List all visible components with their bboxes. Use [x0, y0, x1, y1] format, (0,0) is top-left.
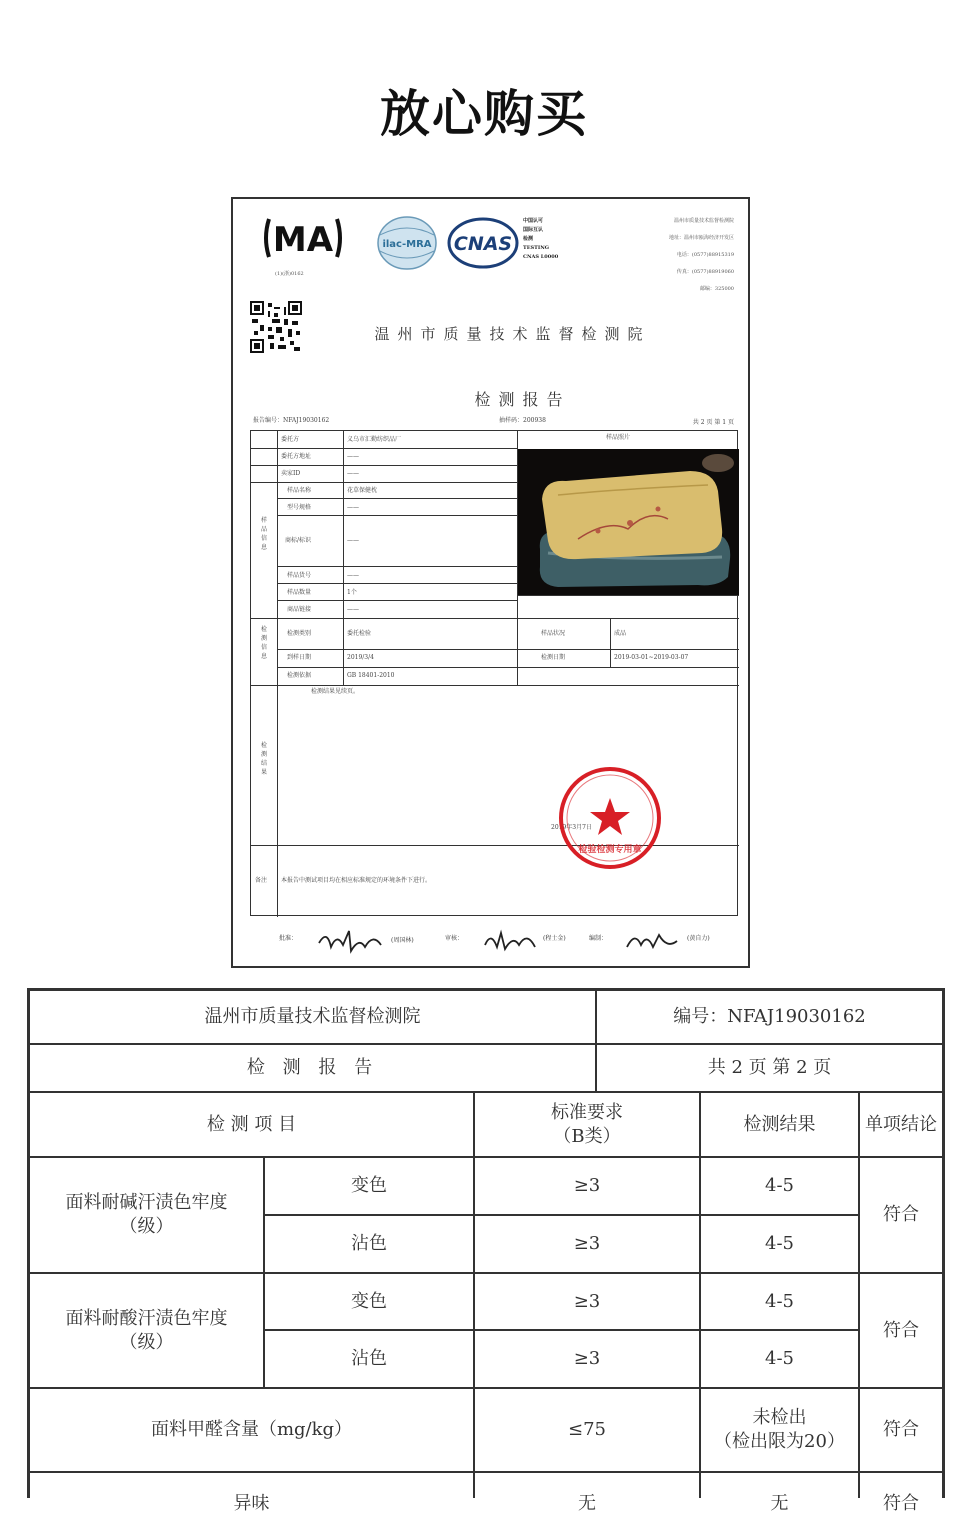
conclusion-cell: 符合 [883, 1419, 919, 1440]
table-report-number: 编号：NFAJ19030162 [673, 1006, 866, 1027]
ilac-mra-logo [376, 215, 438, 271]
table-cell: ≤75 [568, 1419, 606, 1440]
value-brand: —— [347, 537, 359, 544]
header-conclusion: 单项结论 [865, 1113, 937, 1135]
row-alkali-sweat-fastness: 面料耐碱汗渍色牢度 （级） [65, 1192, 228, 1237]
compile-label: 编制： [589, 935, 608, 942]
official-red-stamp [556, 764, 664, 872]
group-test-result: 检 测 结 果 [260, 742, 267, 776]
value-test-date: 2019-03-01~2019-03-07 [614, 654, 689, 661]
review-label: 审核： [445, 935, 464, 942]
table-cell: ≥3 [573, 1175, 601, 1196]
label-sample-status: 样品状况 [541, 630, 566, 637]
report-info-grid [250, 430, 738, 916]
label-model: 型号规格 [287, 504, 312, 511]
label-note: 备注 [255, 877, 268, 884]
label-brand: 商标/标识 [285, 537, 312, 544]
test-report-page [231, 197, 750, 968]
table-cell: 4-5 [765, 1233, 794, 1254]
report-institute-name: 温州市质量技术监督检测院 [374, 325, 651, 343]
table-cell: 沾色 [351, 1233, 387, 1254]
table-cell: ≥3 [573, 1348, 601, 1369]
value-test-basis: GB 18401-2010 [347, 672, 395, 679]
table-cell: 变色 [351, 1175, 387, 1196]
conclusion-cell: 符合 [883, 1493, 919, 1514]
value-sample-name: 花草保健枕 [347, 487, 378, 494]
approve-label: 批准： [279, 935, 298, 942]
table-cell: 沾色 [351, 1348, 387, 1369]
header-standard: 标准要求 （B类） [551, 1101, 623, 1147]
review-signature [481, 923, 541, 957]
value-item-number: —— [347, 572, 359, 579]
cnas-logo [447, 217, 519, 269]
cnas-side-text: 中国认可 国际互认 检测 TESTING CNAS L0000 [523, 218, 559, 260]
pillow-sample-photo [518, 449, 739, 595]
conclusion-cell: 符合 [883, 1204, 919, 1225]
group-sample-info: 样 品 信 息 [260, 517, 267, 551]
review-name: (程士金) [543, 935, 566, 942]
svg-text:ilac-MRA: ilac-MRA [382, 239, 432, 250]
sample-code: 抽样码：200938 [499, 417, 546, 424]
result-text: 检测结果见续页。 [311, 688, 360, 695]
cma-logo [261, 215, 345, 261]
value-client: 义乌市汇勤纺织品厂 [347, 436, 402, 443]
group-test-info: 检 测 信 息 [260, 626, 267, 660]
svg-text:检验检测专用章: 检验检测专用章 [578, 845, 642, 855]
table-cell: 无 [770, 1493, 789, 1514]
label-arrival-date: 到样日期 [287, 654, 312, 661]
svg-text:MA: MA [272, 220, 334, 260]
row-odor: 异味 [233, 1493, 270, 1514]
cma-code: (1)(浙)0162 [275, 271, 304, 277]
label-product-link: 商品链接 [287, 606, 312, 613]
compile-signature [623, 923, 683, 957]
lab-contact-info: 温州市质量技术监督检测院 地址：温州市瓯海经济开发区 电话：(0577)88915319 传真：(0577)88919060 邮编：325000 [668, 218, 734, 292]
table-cell: 4-5 [765, 1175, 794, 1196]
value-test-type: 委托检验 [347, 630, 372, 637]
compile-name: (黄自力) [687, 935, 710, 942]
table-institute: 温州市质量技术监督检测院 [204, 1006, 421, 1027]
report-number: 报告编号：NFAJ19030162 [253, 417, 330, 424]
label-sample-photo: 样品照片 [606, 434, 631, 441]
svg-text:CNAS: CNAS [453, 233, 513, 255]
label-item-number: 样品货号 [287, 572, 312, 579]
table-title: 检 测 报 告 [246, 1057, 379, 1078]
table-cell: 无 [578, 1493, 596, 1514]
value-sample-status: 成品 [614, 630, 627, 637]
table-cell: 4-5 [765, 1348, 794, 1369]
page-heading: 放心购买 [380, 85, 588, 143]
label-client: 委托方 [281, 436, 300, 443]
value-product-link: —— [347, 606, 359, 613]
approve-name: (周国林) [391, 937, 414, 944]
table-cell: ≥3 [573, 1233, 601, 1254]
header-test-item: 检 测 项 目 [206, 1113, 297, 1135]
label-seller-id: 卖家ID [281, 470, 301, 477]
value-arrival-date: 2019/3/4 [347, 654, 374, 661]
value-note: 本报告中测试项目均在相应标准规定的环境条件下进行。 [281, 877, 432, 884]
row-formaldehyde: 面料甲醛含量（mg/kg） [150, 1419, 353, 1440]
report-page-1: 共 2 页 第 1 页 [692, 419, 734, 426]
header-result: 检测结果 [743, 1113, 816, 1135]
table-page: 共 2 页 第 2 页 [707, 1057, 832, 1078]
value-client-address: —— [347, 453, 359, 460]
value-seller-id: —— [347, 470, 359, 477]
report-title: 检测报告 [474, 390, 571, 409]
table-cell: 变色 [351, 1290, 387, 1312]
table-cell: ≥3 [573, 1290, 601, 1312]
table-cell: 4-5 [765, 1290, 794, 1312]
label-quantity: 样品数量 [287, 589, 312, 596]
stamp-date: 2019年3月7日 [551, 824, 592, 831]
table-cell: 未检出 （检出限为20） [714, 1407, 845, 1452]
label-sample-name: 样品名称 [287, 487, 312, 494]
label-test-basis: 检测依据 [287, 672, 312, 679]
approve-signature [315, 923, 385, 957]
value-model: —— [347, 504, 359, 511]
conclusion-cell: 符合 [883, 1319, 919, 1341]
label-client-address: 委托方地址 [281, 453, 312, 460]
label-test-date: 检测日期 [541, 654, 566, 661]
label-test-type: 检测类别 [287, 630, 312, 637]
value-quantity: 1个 [347, 589, 357, 596]
test-results-table [27, 988, 945, 1514]
row-acid-sweat-fastness: 面料耐酸汗渍色牢度 （级） [65, 1307, 228, 1353]
